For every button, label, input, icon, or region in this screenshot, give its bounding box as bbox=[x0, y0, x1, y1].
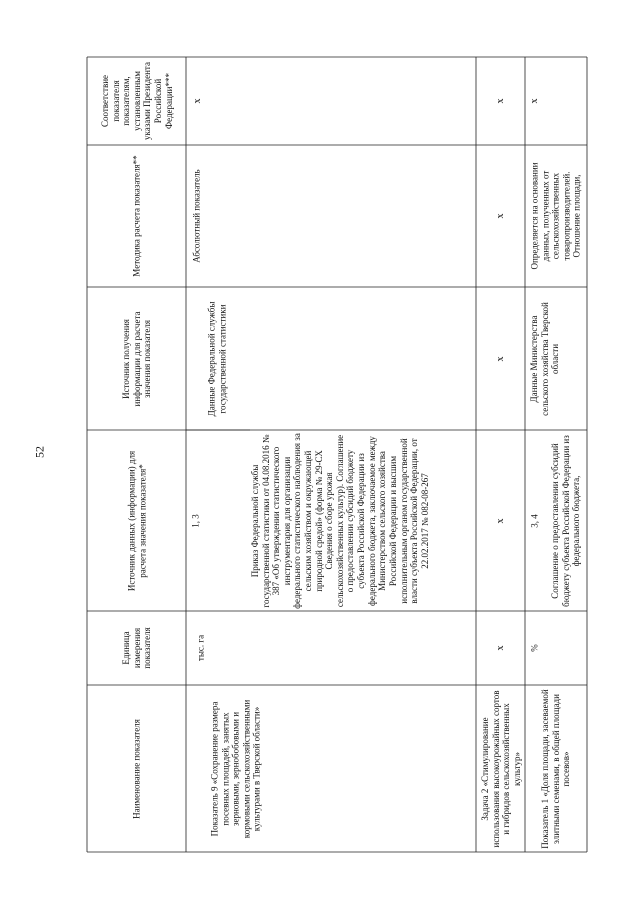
row1-unit: тыс. га bbox=[195, 634, 206, 662]
header-obtain-source: Источник получения информации для расчета значения показателя bbox=[120, 311, 152, 406]
row1-source-ref: 1, 3 bbox=[190, 513, 201, 528]
row1-method: Абсолютный показатель bbox=[191, 169, 202, 263]
row1-obtain-source: Данные Федеральной службы государственной статистики bbox=[206, 301, 227, 416]
row2-method: х bbox=[494, 213, 506, 219]
row3-match: х bbox=[529, 98, 541, 104]
header-method: Методика расчета показателя** bbox=[131, 155, 142, 277]
row3-source-text: Соглашение о предоставлении субсидий бюджету субъекта Российской Федерации из федерального бюджета, bbox=[550, 434, 582, 607]
row2-unit: х bbox=[494, 645, 506, 651]
header-match: Соответствие показателя показателям, установленным указами Президента Российской Федерации*** bbox=[99, 62, 174, 140]
header-unit: Единица измерения показателя bbox=[120, 627, 152, 669]
row2-match: х bbox=[494, 98, 506, 104]
row1-indicator-name: Показатель 9 «Сохранение размера посевных площадей, занятых зерновыми, зернобобовыми и кормовыми сельскохозяйственными культурами в Тверской области» bbox=[209, 699, 262, 838]
header-data-source: Источник данных (информации) для расчета значения показателя* bbox=[125, 450, 147, 591]
row3-unit: % bbox=[529, 644, 540, 652]
row2-source: х bbox=[494, 518, 506, 523]
row3-source-ref: 3, 4 bbox=[529, 513, 540, 528]
row1-source-text: Приказ Федеральной службы государственной статистики от 04.08.2016 № 387 «Об утверждении статистического инструментария для организации федерального статистического наблюдения за сельским хозяйством и окружающей природной средой» (форма № 29-СХ Сведения о сборе урожая сельскохозяйственных культур). Соглашение о предоставлении субсидий бюджету субъекта Российской Федерации из федерального бюджета, заключаемое между Министерством сельского хозяйства Российской Федерации и высшим исполнительным органом государственной власти субъекта Российской Федерации, от 22.02.2017 № 082-08-267 bbox=[249, 432, 430, 609]
row2-task-name: Задача 2 «Стимулирование использования высокоурожайных сортов и гибридов сельскохозяйственных культур» bbox=[479, 690, 522, 847]
row3-obtain: Данные Министерства сельского хозяйства Тверской области bbox=[529, 301, 561, 416]
row1-match: х bbox=[192, 98, 204, 104]
row3-method: Определяется на основании данных, полученных от сельскохозяйственных товаропроизводителей. Отношение площади, bbox=[529, 162, 582, 270]
row3-indicator-name: Показатель 1 «Доля площади, засеваемой элитными семенами, в общей площади посевов» bbox=[540, 688, 572, 849]
row2-obtain: х bbox=[494, 356, 506, 361]
page-number: 52 bbox=[32, 446, 47, 458]
header-indicator-name: Наименование показателя bbox=[131, 718, 142, 819]
